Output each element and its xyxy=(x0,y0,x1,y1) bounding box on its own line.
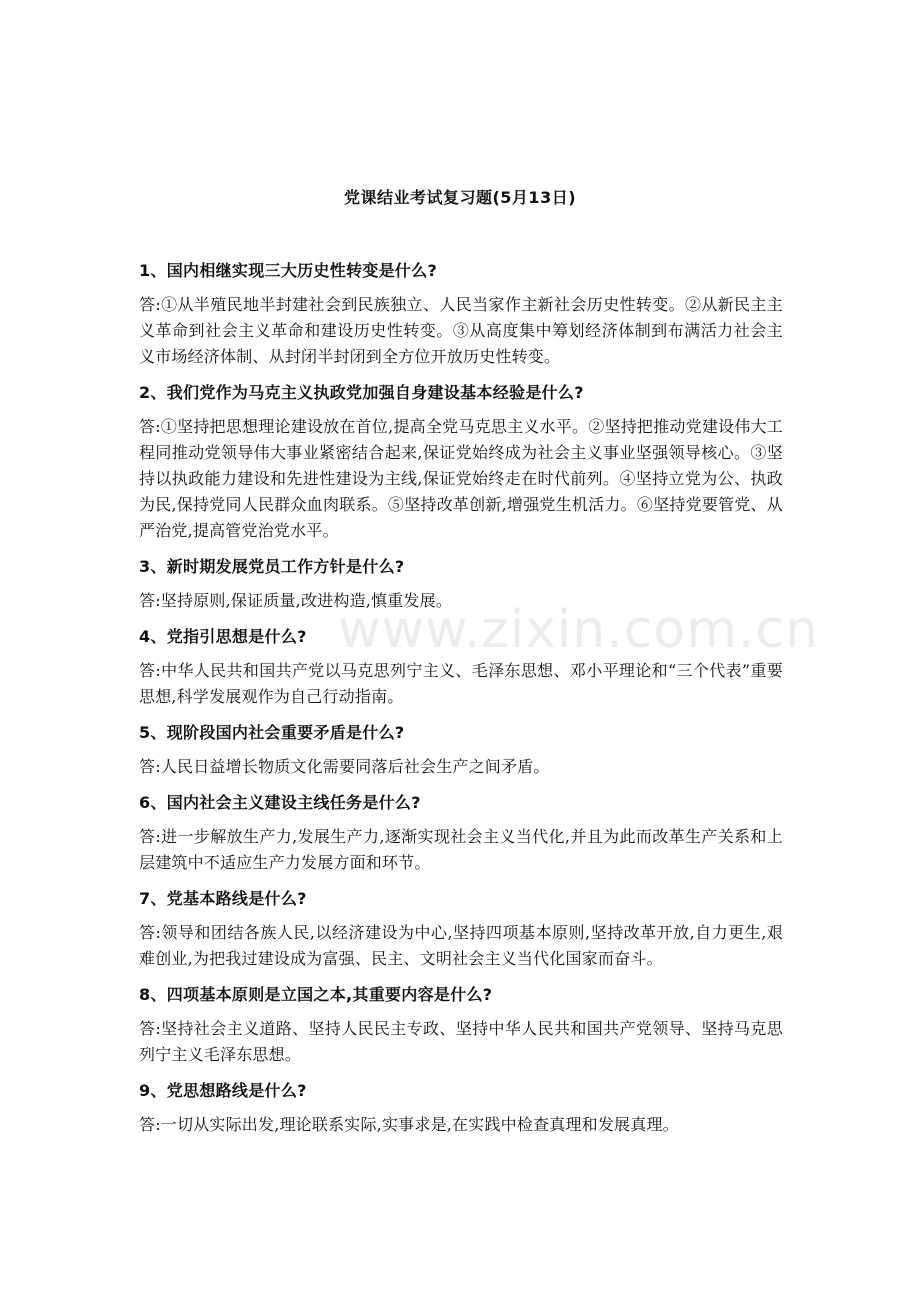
qa-item-9 xyxy=(139,1078,783,1138)
qa-item-2 xyxy=(139,380,783,544)
question-6: 6、国内社会主义建设主线任务是什么? xyxy=(139,793,421,812)
qa-item-4 xyxy=(139,624,783,710)
answer-8: 答:坚持社会主义道路、坚持人民民主专政、坚持中华人民共和国共产党领导、坚持马克思列宁主义毛泽东思想。 xyxy=(139,1019,783,1064)
qa-item-7 xyxy=(139,886,783,972)
qa-item-6 xyxy=(139,790,783,876)
qa-item-3 xyxy=(139,554,783,614)
question-2: 2、我们党作为马克主义执政党加强自身建设基本经验是什么? xyxy=(139,383,584,402)
question-3: 3、新时期发展党员工作方针是什么? xyxy=(139,557,405,576)
qa-item-1 xyxy=(139,258,783,370)
answer-4: 答:中华人民共和国共产党以马克思列宁主义、毛泽东思想、邓小平理论和“三个代表”重要思想,科学发展观作为自己行动指南。 xyxy=(139,661,783,706)
answer-3: 答:坚持原则,保证质量,改进构造,慎重发展。 xyxy=(139,591,453,610)
answer-9: 答:一切从实际出发,理论联系实际,实事求是,在实践中检查真理和发展真理。 xyxy=(139,1115,679,1134)
question-1: 1、国内相继实现三大历史性转变是什么? xyxy=(139,261,438,280)
qa-list xyxy=(139,258,783,1148)
answer-2: 答:①坚持把思想理论建设放在首位,提高全党马克思主义水平。②坚持把推动党建设伟大工程同推动党领导伟大事业紧密结合起来,保证党始终成为社会主义事业坚强领导核心。③坚持以执政能力建设和先进性建设为主线,保证党始终走在时代前列。④坚持立党为公、执政为民,保持党同人民群众血肉联系。⑤坚持改革创新,增强党生机活力。⑥坚持党要管党、从严治党,提高管党治党水平。 xyxy=(139,417,783,540)
question-9: 9、党思想路线是什么? xyxy=(139,1081,307,1100)
question-5: 5、现阶段国内社会重要矛盾是什么? xyxy=(139,723,405,742)
question-4: 4、党指引思想是什么? xyxy=(139,627,307,646)
watermark-text: www.zixin.com.cn xyxy=(338,600,819,660)
answer-7: 答:领导和团结各族人民,以经济建设为中心,坚持四项基本原则,坚持改革开放,自力更生,艰难创业,为把我过建设成为富强、民主、文明社会主义当代化国家而奋斗。 xyxy=(139,923,783,968)
answer-5: 答:人民日益增长物质文化需要同落后社会生产之间矛盾。 xyxy=(139,757,550,776)
question-8: 8、四项基本原则是立国之本,其重要内容是什么? xyxy=(139,985,493,1004)
question-7: 7、党基本路线是什么? xyxy=(139,889,307,908)
answer-1: 答:①从半殖民地半封建社会到民族独立、人民当家作主新社会历史性转变。②从新民主主义革命到社会主义革命和建设历史性转变。③从高度集中筹划经济体制到布满活力社会主义市场经济体制、从封闭半封闭到全方位开放历史性转变。 xyxy=(139,295,783,366)
qa-item-5 xyxy=(139,720,783,780)
qa-item-8 xyxy=(139,982,783,1068)
answer-6: 答:进一步解放生产力,发展生产力,逐渐实现社会主义当代化,并且为此而改革生产关系和上层建筑中不适应生产力发展方面和环节。 xyxy=(139,827,783,872)
document-title: 党课结业考试复习题(5月13日) xyxy=(343,188,577,207)
